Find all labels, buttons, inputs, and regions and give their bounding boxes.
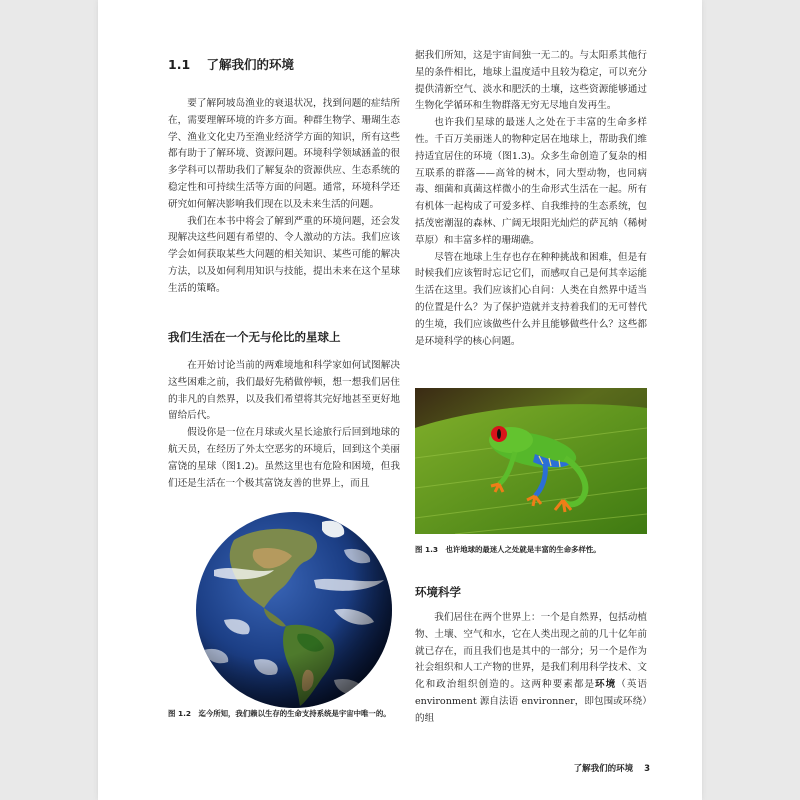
subheading-environmental-science: 环境科学 xyxy=(415,585,461,599)
book-page xyxy=(98,0,702,800)
figure-earth xyxy=(194,510,394,710)
key-term: 环境 xyxy=(595,679,617,691)
paragraph: 在开始讨论当前的两难境地和科学家如何试图解决这些困难之前，我们最好先稍做停顿，想一想我们居住的非凡的自然界，以及我们希望将其完好地甚至更好地留给后代。 xyxy=(168,360,400,422)
right-text-1 xyxy=(415,48,647,350)
paragraph: 要了解阿坡岛渔业的衰退状况，找到问题的症结所在，需要理解环境的许多方面。种群生物学、珊瑚生态学、渔业文化史乃至渔业经济学方面的知识，所有这些都有助于了解环境、资源问题。环境科学领域涵盖的很多学科可以帮助我们了解复杂的资源供应、生态系统的稳定性和可持续生活等方面的问题。通常，环境科学还研究如何解决影响我们现在以及未来生活的问题。 xyxy=(168,98,400,210)
paragraph: 假设你是一位在月球或火星长途旅行后回到地球的航天员，在经历了外太空恶劣的环境后，回到这个美丽富饶的星球（图1.2)。虽然这里也有危险和困境，但我们还是生活在一个极其富饶友善的世界上，而且 xyxy=(168,427,400,489)
section-number: 1.1 xyxy=(168,57,191,72)
intro-text xyxy=(168,96,400,298)
paragraph: 也许我们星球的最迷人之处在于丰富的生命多样性。千百万美丽迷人的物种定居在地球上，帮助我们维持适宜居住的环境（图1.3)。众多生命创造了复杂的相互联系的群落——高耸的树木，同大型动物，也同病毒、细菌和真菌这样微小的生命形式生活在一起。所有有机体一起构成了可爱多样、自我维持的生态系统，包括茂密潮湿的森林、广阔无垠阳光灿烂的萨瓦纳（稀树草原）和丰富多样的珊瑚礁。 xyxy=(415,117,647,246)
figure-frog xyxy=(415,388,647,534)
paragraph: 尽管在地球上生存也存在种种挑战和困难，但是有时候我们应该暂时忘记它们，而感叹自己是何其幸运能生活在这里。我们应该扪心自问：人类在自然界中适当的位置是什么？为了保护造就并支持着我们的无可替代的生境，我们应该做些什么并且能够做些什么？这些都是环境科学的核心问题。 xyxy=(415,251,647,347)
earth-globe-image xyxy=(194,510,394,710)
paragraph-text-after: （英语 environment 源自法语 environner，即包围或环绕）的组 xyxy=(415,679,648,724)
paragraph xyxy=(415,610,647,728)
page-footer xyxy=(574,762,650,774)
running-chapter-title: 了解我们的环境 xyxy=(573,764,634,774)
red-eyed-tree-frog-image xyxy=(415,388,647,534)
paragraph-text-before: 我们居住在两个世界上：一个是自然界，包括动植物、土壤、空气和水，它在人类出现之前的几十亿年前就已存在，而且我们也是其中的一部分；另一个是作为社会组织和人工产物的世界，是我们利用科学技术、文化和政治组织创造的。这两种要素都是 xyxy=(415,612,647,691)
planet-text xyxy=(168,358,400,492)
right-text-2 xyxy=(415,610,647,728)
paragraph: 我们在本书中将会了解到严重的环境问题，还会发现解决这些问题有希望的、令人激动的方法。我们应该学会如何获取某些大问题的相关知识、某些可能的解决方法，以及如何利用知识与技能，提出未来在这个星球生活的策略。 xyxy=(168,215,400,294)
subheading-unique-planet: 我们生活在一个无与伦比的星球上 xyxy=(168,330,341,344)
figure-1-2-caption: 图 1.2 迄今所知，我们赖以生存的生命支持系统是宇宙中唯一的。 xyxy=(168,709,391,718)
section-heading xyxy=(168,55,294,73)
paragraph: 据我们所知，这是宇宙间独一无二的。与太阳系其他行星的条件相比，地球上温度适中且较为稳定，可以充分提供清新空气、淡水和肥沃的土壤，这些资源能够通过生物化学循环和生物群落无穷无尽地自发再生。 xyxy=(415,50,647,112)
figure-1-3-caption: 图 1.3 也许地球的最迷人之处就是丰富的生命多样性。 xyxy=(415,545,601,554)
section-title: 了解我们的环境 xyxy=(206,57,295,72)
page-number: 3 xyxy=(644,764,650,774)
